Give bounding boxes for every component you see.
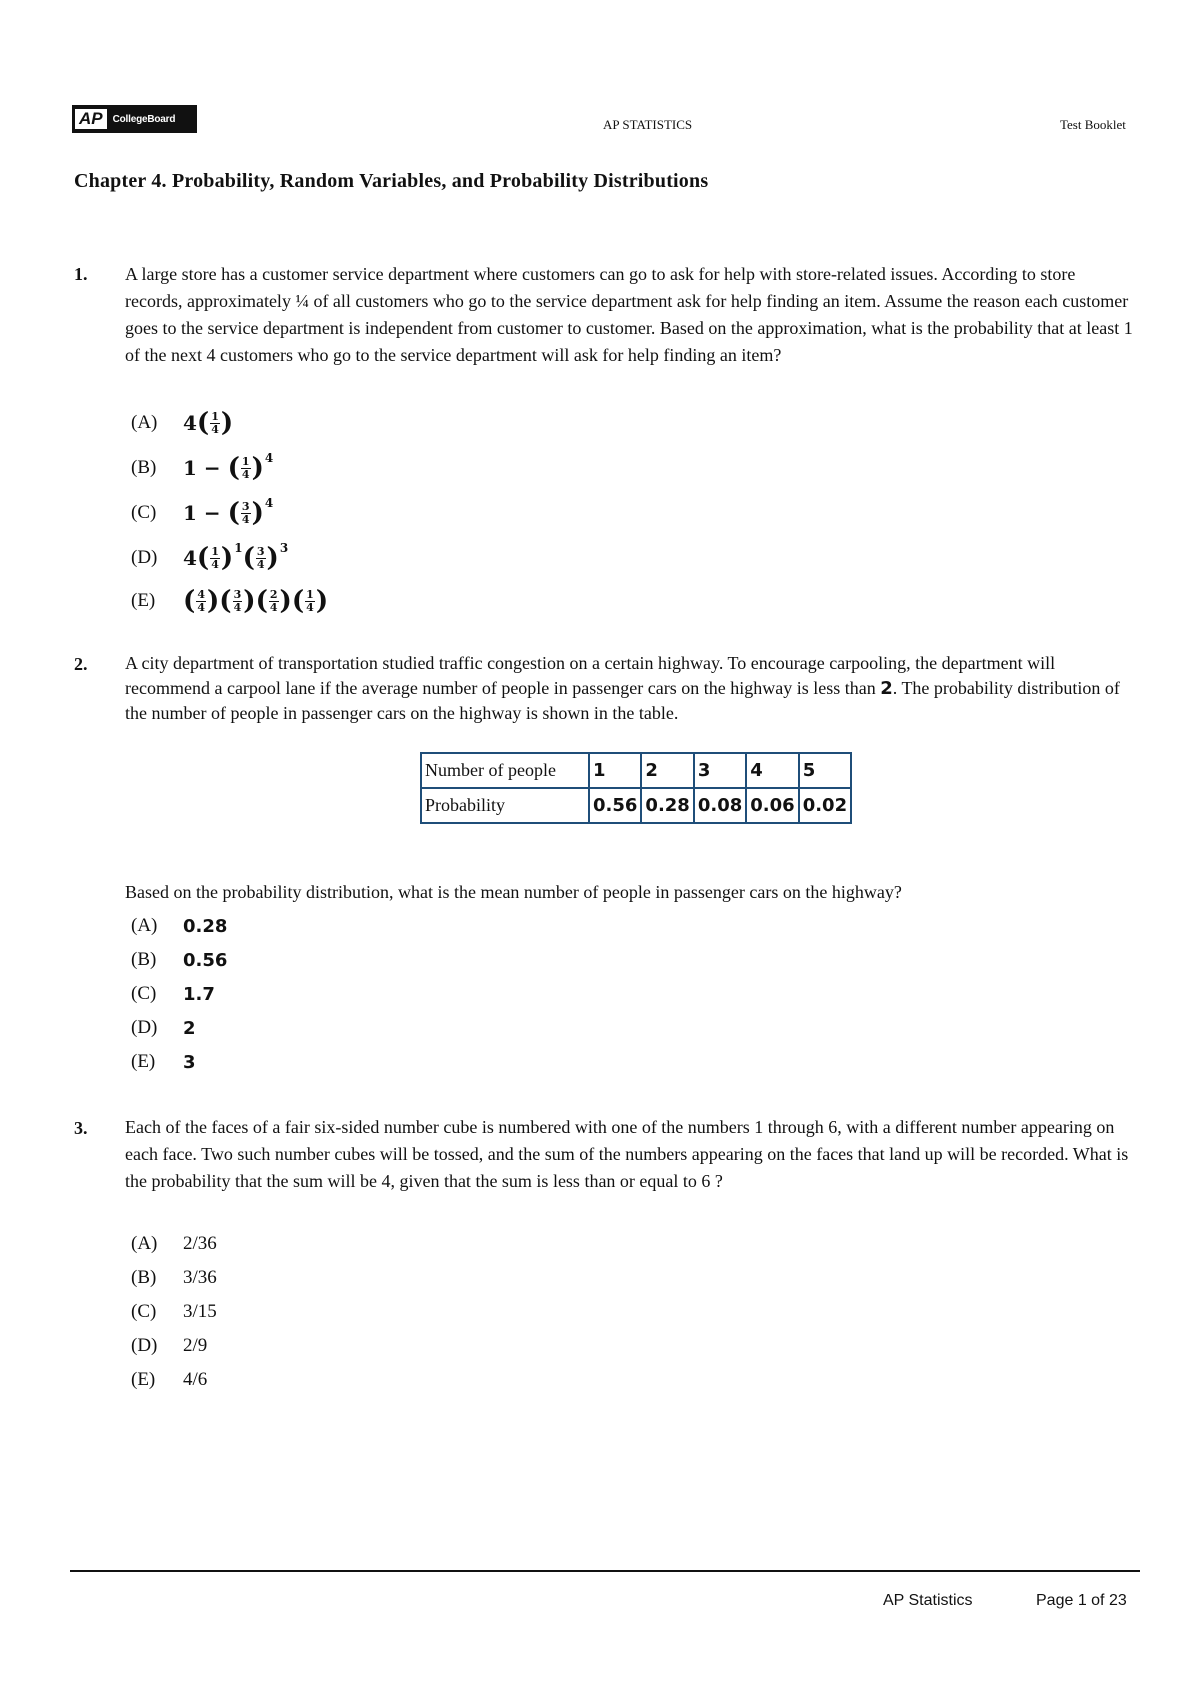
option-label: (E) [131, 1369, 156, 1390]
option-label: (B) [131, 949, 157, 970]
option-label: (A) [131, 915, 158, 936]
option-value: 0.56 [183, 949, 228, 971]
question-2-text [125, 651, 1135, 726]
table-row [421, 788, 851, 823]
chapter-title: Chapter 4. Probability, Random Variables, and Probability Distributions [74, 170, 709, 192]
option-label: (E) [131, 590, 156, 611]
row-label-number-of-people: Number of people [421, 753, 589, 788]
question-1-number: 1. [74, 264, 88, 284]
option-label: (D) [131, 547, 158, 568]
option-value: 3/15 [183, 1301, 217, 1322]
question-3-number: 3. [74, 1118, 88, 1138]
question-2-option-c[interactable] [131, 983, 215, 1005]
question-1-text: A large store has a customer service department where customers can go to ask for help with store-related issues. According to store records, approximately ¼ of all customers who go to the service department ask for help finding an item. Assume the reason each customer goes to the service department is independent from customer to customer. Based on the approximation, what is the probability that at least 1 of the next 4 customers who go to the service department will ask for help finding an item? [125, 264, 1133, 365]
option-label: (E) [131, 1051, 156, 1072]
option-value: 0.28 [183, 915, 228, 937]
question-1-option-a[interactable] [131, 410, 233, 436]
row-label-probability: Probability [421, 788, 589, 823]
table-row [421, 753, 851, 788]
question-1-option-b[interactable] [131, 451, 274, 483]
option-expression: 4 ( $\frac{1}{4}$ ) $^1$ ( $\frac{3}{4}$ ) $^3$ [183, 541, 289, 573]
question-3-option-c[interactable] [131, 1301, 217, 1323]
option-value: 2/9 [183, 1335, 208, 1356]
question-2-option-b[interactable] [131, 949, 227, 971]
table-cell: 5 [799, 753, 851, 788]
ap-college-board-logo [72, 105, 197, 133]
header-center-title: AP STATISTICS [603, 117, 693, 132]
question-3-text: Each of the faces of a fair six-sided number cube is numbered with one of the numbers 1 through 6, with a different number appearing on each face. Two such number cubes will be tossed, and the sum of the numbers appearing on the faces that land up will be recorded. What is the probability that the sum will be 4, given that the sum is less than or equal to 6 ? [125, 1117, 1129, 1191]
option-label: (C) [131, 1301, 157, 1322]
option-label: (C) [131, 983, 157, 1004]
table-cell: 0.28 [641, 788, 693, 823]
option-expression: 1 − ( $\frac{1}{4}$ ) $^4$ [183, 451, 274, 483]
question-1-option-e[interactable] [131, 588, 328, 614]
option-label: (A) [131, 412, 158, 433]
question-3-option-b[interactable] [131, 1267, 217, 1289]
question-1-option-c[interactable] [131, 496, 274, 528]
option-value: 3/36 [183, 1267, 217, 1288]
option-expression: 4 ( $\frac{1}{4}$ ) [183, 408, 234, 438]
carpool-threshold-value: 2 [880, 677, 893, 699]
option-value: 4/6 [183, 1369, 208, 1390]
question-2-number: 2. [74, 654, 88, 674]
option-expression: ( $\frac{4}{4}$ ) ( $\frac{3}{4}$ ) ( $\frac{2}{4}$ ) ( $\frac{1}{4}$ ) [183, 586, 329, 616]
table-cell: 0.56 [589, 788, 641, 823]
option-value: 3 [183, 1051, 196, 1073]
option-value: 2/36 [183, 1233, 217, 1254]
footer-divider [70, 1570, 1140, 1572]
table-cell: 0.08 [694, 788, 746, 823]
option-label: (D) [131, 1017, 158, 1038]
option-label: (A) [131, 1233, 158, 1254]
option-expression: 1 − ( $\frac{3}{4}$ ) $^4$ [183, 496, 274, 528]
question-2-text-before: A city department of transportation studied traffic congestion on a certain highway. To encourage carpooling, the department will recommend a carpool lane if the average number of people in passenger cars on the highway is less than [125, 653, 1056, 698]
question-1-option-d[interactable] [131, 541, 289, 573]
question-3-option-d[interactable] [131, 1335, 207, 1357]
footer-page-number: Page 1 of 23 [1036, 1592, 1127, 1609]
footer-subject: AP Statistics [883, 1592, 973, 1609]
table-cell: 4 [746, 753, 798, 788]
option-value: 2 [183, 1017, 196, 1039]
table-cell: 0.06 [746, 788, 798, 823]
question-2-option-d[interactable] [131, 1017, 196, 1039]
table-cell: 1 [589, 753, 641, 788]
option-value: 1.7 [183, 983, 215, 1005]
option-label: (B) [131, 1267, 157, 1288]
table-cell: 2 [641, 753, 693, 788]
table-cell: 3 [694, 753, 746, 788]
question-3-option-a[interactable] [131, 1233, 217, 1255]
logo-college-board-text: CollegeBoard [112, 113, 176, 125]
option-label: (B) [131, 457, 157, 478]
question-2-text-after: . The probability distribution of the number of people in passenger cars on the highway is shown in the table. [125, 677, 1120, 723]
table-cell: 0.02 [799, 788, 851, 823]
logo-ap-text: AP [75, 109, 107, 129]
question-2-option-e[interactable] [131, 1051, 196, 1073]
question-2-prompt: Based on the probability distribution, what is the mean number of people in passenger cars on the highway? [125, 882, 902, 902]
option-label: (C) [131, 502, 157, 523]
header-right-title: Test Booklet [1060, 117, 1126, 132]
probability-distribution-table [420, 752, 852, 824]
question-2-option-a[interactable] [131, 915, 227, 937]
question-3-option-e[interactable] [131, 1369, 207, 1391]
option-label: (D) [131, 1335, 158, 1356]
